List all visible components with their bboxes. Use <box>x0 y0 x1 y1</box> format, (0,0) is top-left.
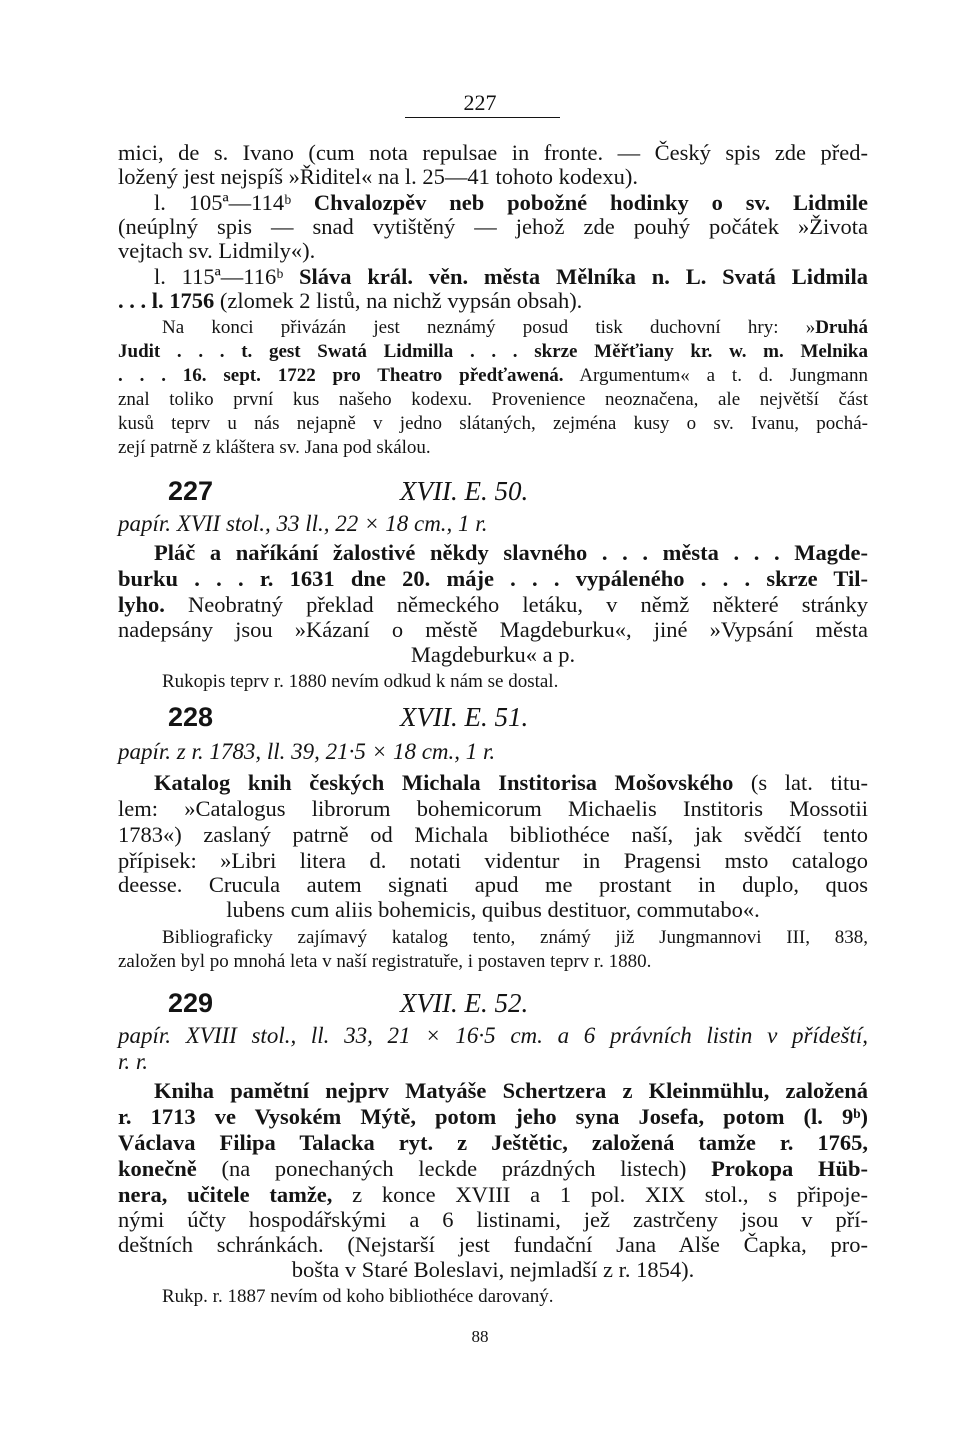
continuation-line: vejtach sv. Lidmily«). <box>118 238 316 263</box>
entry-line: burku . . . r. 1631 dne 20. máje . . . vypáleného . . . skrze Til- <box>118 566 868 591</box>
continuation-line: l. 105ª—114ᵇ Chvalozpěv neb pobožné hodinky o sv. Lidmile <box>154 190 868 215</box>
entry-line: Václava Filipa Talacka ryt. z Ještětic, založená tamže r. 1765, <box>118 1130 868 1155</box>
folio-number: 88 <box>471 1327 489 1346</box>
note-line: znal toliko první kus našeho kodexu. Provenience neoznačena, ale největší část <box>118 389 868 410</box>
continuation-line: l. 115ª—116ᵇ Sláva král. věn. města Mělníka n. L. Svatá Lidmila <box>154 264 868 289</box>
entry-line: deesse. Crucula autem signati apud me prostant in duplo, quos <box>118 872 868 897</box>
entry-header <box>118 476 868 510</box>
page-number: 227 <box>463 90 497 115</box>
entry-line: nými účty hospodářskými a 6 listinami, jež zastrčeny jsou v pří- <box>118 1207 868 1232</box>
continuation-line: . . . l. 1756 (zlomek 2 listů, na nichž vypsán obsah). <box>118 288 583 313</box>
note-line: Na konci přivázán jest neznámý posud tisk duchovní hry: »Druhá <box>162 317 868 338</box>
entry-note: založen byl po mnohá leta v naší registratuře, i postaven teprv r. 1880. <box>118 951 652 972</box>
entry-number: 229 <box>168 988 214 1018</box>
entry-line: Katalog knih českých Michala Institorisa Mošovského (s lat. titu- <box>154 770 869 795</box>
entry-line: lubens cum aliis bohemicis, quibus destituor, commutabo«. <box>226 897 760 922</box>
entry-line: Pláč a naříkání žalostivé někdy slavného . . . města . . . Magde- <box>154 540 868 565</box>
entry-meta: papír. z r. 1783, ll. 39, 21·5 × 18 cm., 1 r. <box>118 739 496 764</box>
shelf-signature: XVII. E. 52. <box>400 988 529 1018</box>
note-line: . . . 16. sept. 1722 pro Theatro předťawená. Argumentum« a t. d. Jungmann <box>118 365 868 386</box>
entry-line: bošta v Staré Boleslavi, nejmladší z r. 1854). <box>291 1257 695 1282</box>
entry-meta: r. r. <box>118 1049 149 1074</box>
continuation-line: (neúplný spis — snad vytištěný — jehož zde pouhý počátek »Života <box>118 214 868 239</box>
entry-meta: papír. XVII stol., 33 ll., 22 × 18 cm., 1 r. <box>118 511 488 536</box>
continuation-line: ložený jest nejspíš »Řiditel« na l. 25—41 tohoto kodexu). <box>118 164 638 189</box>
entry-note: Rukopis teprv r. 1880 nevím odkud k nám se dostal. <box>162 671 559 692</box>
entry-line: Kniha pamětní nejprv Matyáše Schertzera z Kleinmühlu, založená <box>154 1078 868 1103</box>
entry-line: nadepsány jsou »Kázaní o městě Magdeburku«, jiné »Vypsání města <box>118 617 868 642</box>
entry-line: r. 1713 ve Vysokém Mýtě, potom jeho syna Josefa, potom (l. 9ᵇ) <box>118 1104 868 1129</box>
shelf-signature: XVII. E. 51. <box>400 702 529 732</box>
entry-line: přípisek: »Libri litera d. notati videntur in Pragensi msto catalogo <box>118 848 868 873</box>
entry-line: Magdeburku« a p. <box>410 642 576 667</box>
entry-meta: papír. XVIII stol., ll. 33, 21 × 16·5 cm. a 6 právních listin v přídeští, <box>118 1023 868 1048</box>
note-line: Judit . . . t. gest Swatá Lidmilla . . . skrze Měřťiany kr. w. m. Melnika <box>118 341 868 362</box>
shelf-signature: XVII. E. 50. <box>400 476 529 506</box>
entry-note: Rukp. r. 1887 nevím od koho bibliothéce darovaný. <box>162 1286 554 1307</box>
entry-number: 228 <box>168 702 214 732</box>
note-line: kusů teprv u nás nejapně v jedno slátaných, zejména kusy o sv. Ivanu, pochá- <box>118 413 868 434</box>
entry-note: Bibliograficky zajímavý katalog tento, známý již Jungmannovi III, 838, <box>162 927 868 948</box>
entry-line: deštních schránkách. (Nejstarší jest fundační Jana Alše Čapka, pro- <box>118 1232 868 1257</box>
entry-header <box>118 988 868 1022</box>
entry-number: 227 <box>168 476 214 506</box>
note-line: zejí patrně z kláštera sv. Jana pod skálou. <box>118 437 431 458</box>
entry-line: konečně (na ponechaných leckde prázdných listech) Prokopa Hüb- <box>118 1156 868 1181</box>
entry-line: 1783«) zaslaný patrně od Michala bibliothéce naší, jak svědčí tento <box>118 822 868 847</box>
header-rule <box>405 117 560 118</box>
entry-header <box>118 702 868 736</box>
entry-line: lem: »Catalogus librorum bohemicorum Michaelis Institoris Mossotii <box>118 796 868 821</box>
continuation-line: mici, de s. Ivano (cum nota repulsae in fronte. — Český spis zde před- <box>118 140 868 165</box>
entry-line: lyho. Neobratný překlad německého letáku, v němž některé stránky <box>118 592 868 617</box>
entry-line: nera, učitele tamže, z konce XVIII a 1 pol. XIX stol., s připoje- <box>118 1182 868 1207</box>
